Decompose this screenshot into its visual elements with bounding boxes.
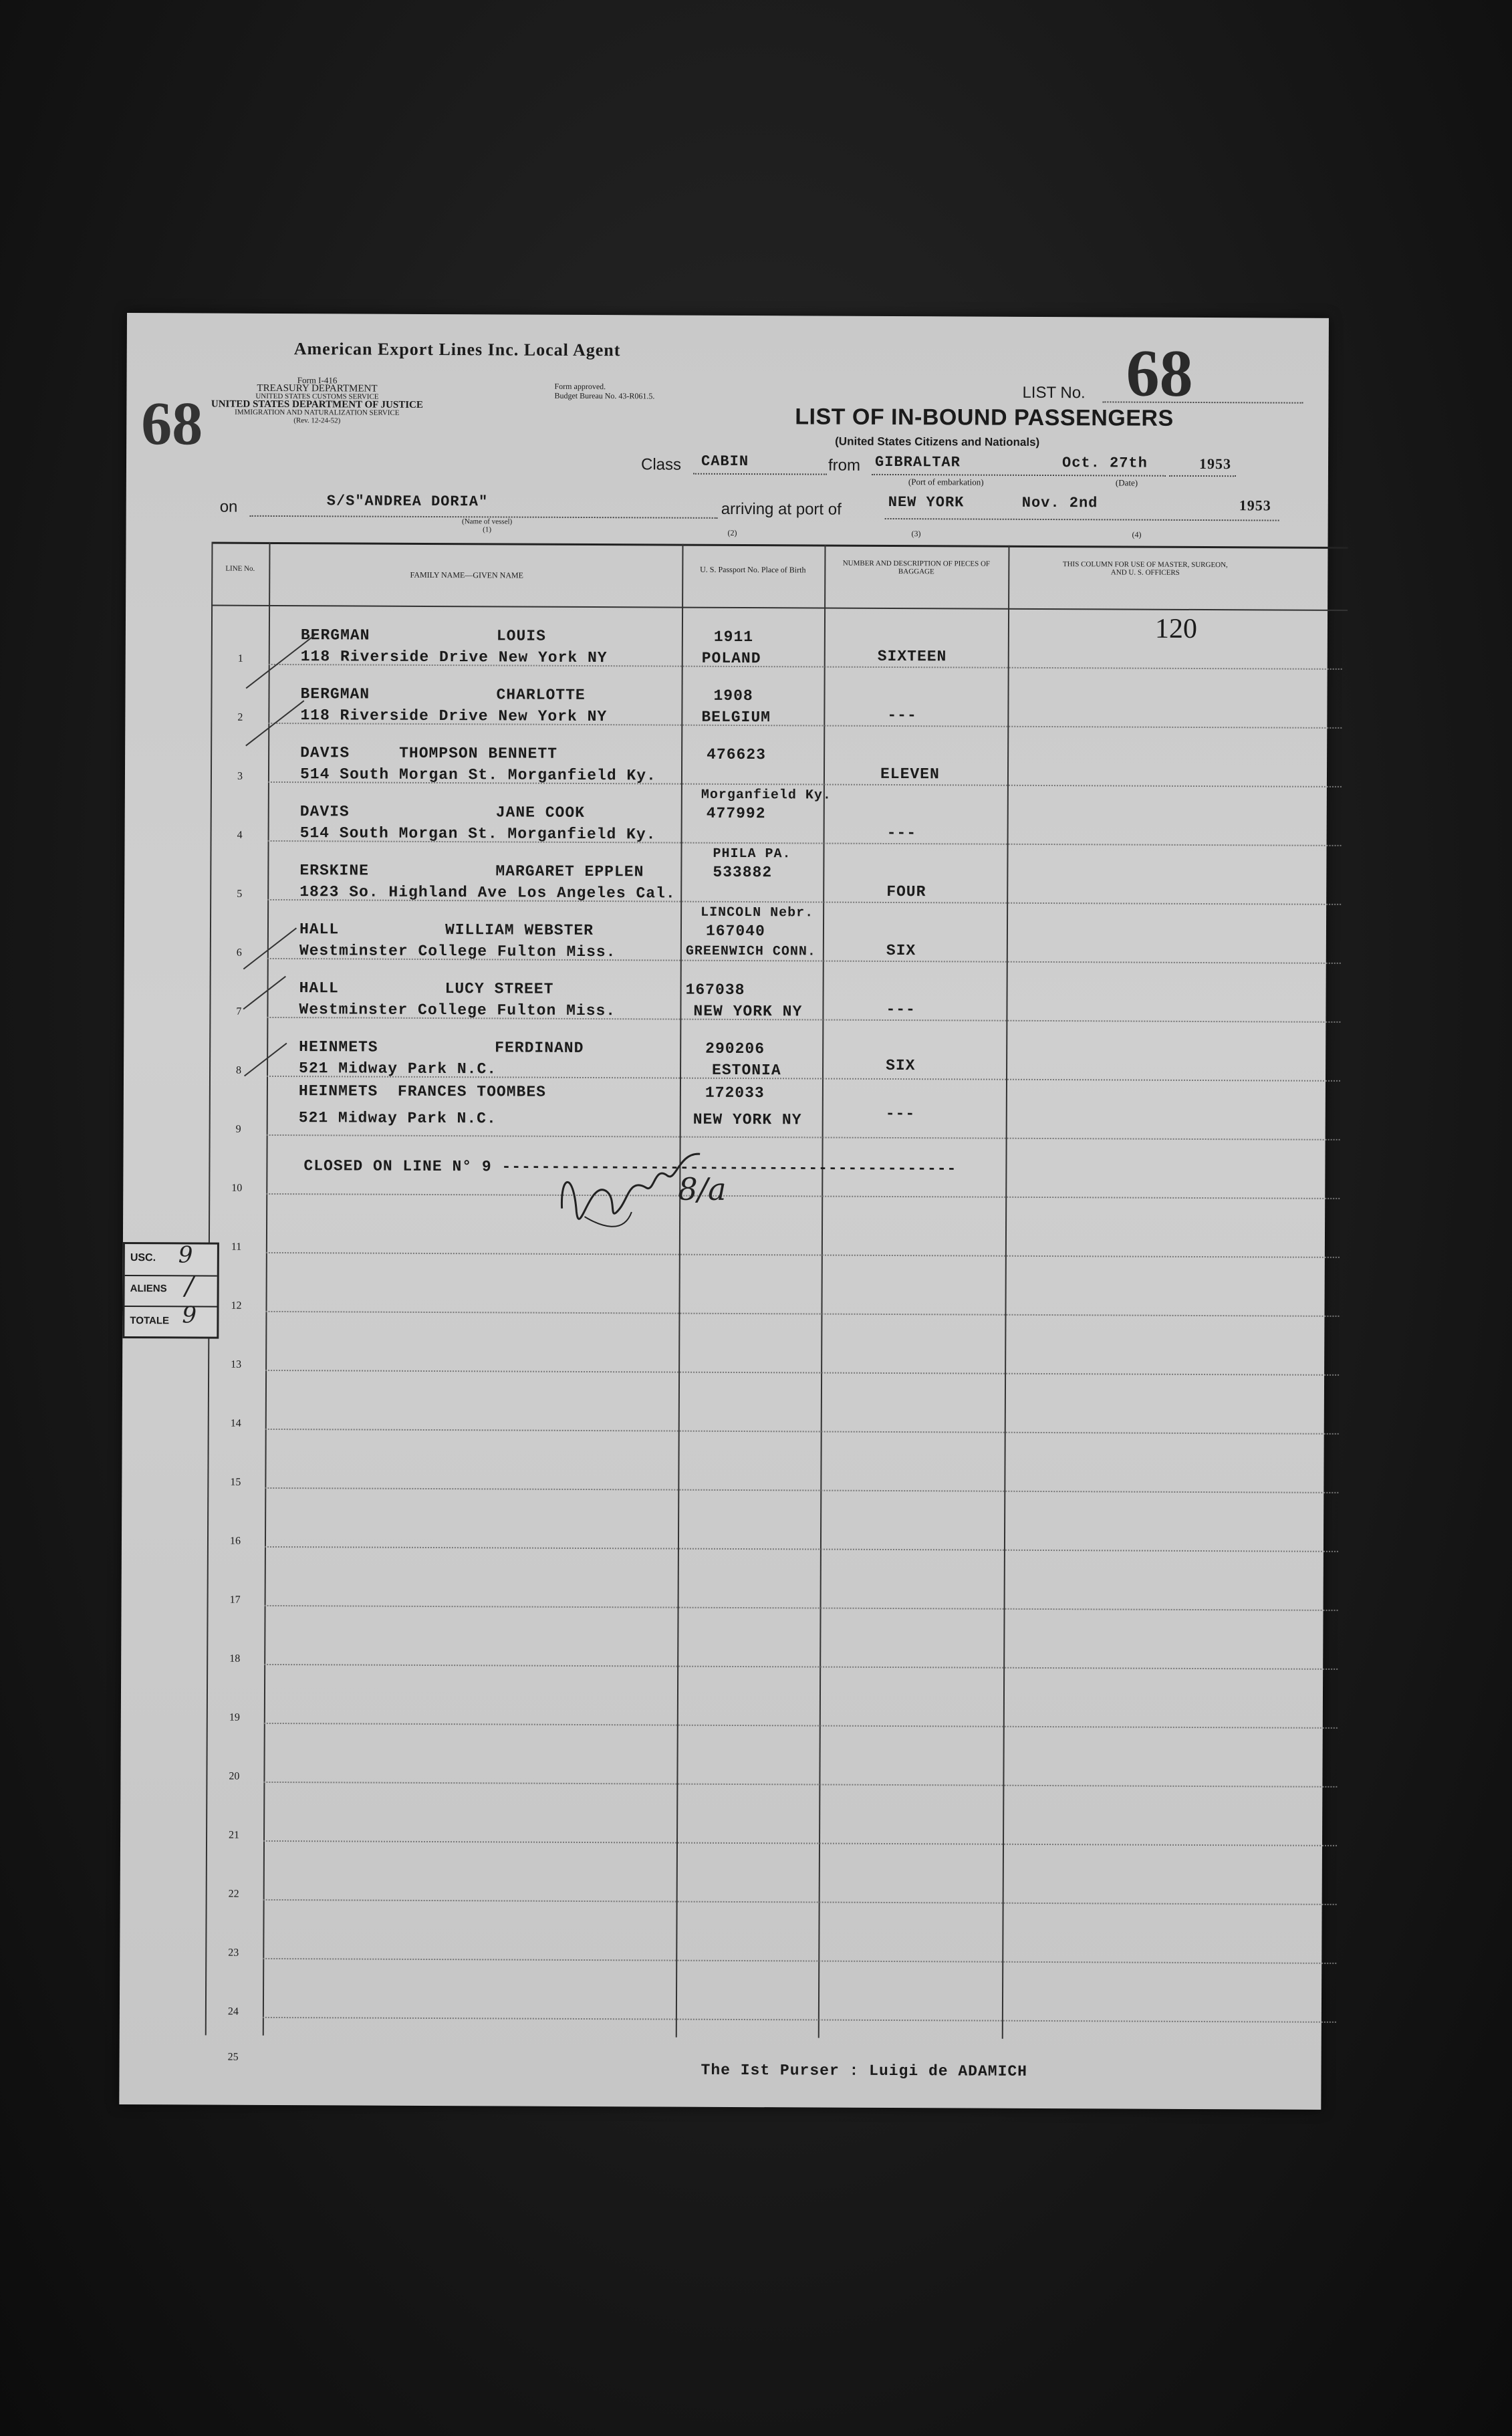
- row-rule: [266, 1193, 1340, 1200]
- line-number: 4: [237, 829, 243, 841]
- col-divider-baggage: [818, 545, 826, 2038]
- row-rule: [263, 1840, 1337, 1847]
- passenger-birthplace: PHILA PA.: [713, 846, 791, 862]
- line-number: 7: [236, 1005, 242, 1017]
- doc-subtitle: (United States Citizens and Nationals): [835, 435, 1040, 449]
- rev-label: (Rev. 12-24-52): [293, 416, 341, 425]
- row-rule: [265, 1546, 1338, 1553]
- from-value: GIBRALTAR: [874, 453, 961, 471]
- passenger-address: 514 South Morgan St. Morganfield Ky.: [299, 765, 656, 785]
- row-rule: [265, 1487, 1338, 1494]
- row-rule: [265, 1605, 1338, 1612]
- row-rule: [265, 1429, 1339, 1435]
- passenger-passport: 167038: [685, 981, 745, 999]
- date-line: [1169, 475, 1236, 477]
- row-rule: [263, 2017, 1336, 2024]
- passenger-passport: 533882: [713, 863, 773, 882]
- row-rule: [263, 1899, 1337, 1906]
- date-caption: (Date): [1115, 477, 1138, 488]
- passenger-baggage: SIXTEEN: [877, 647, 947, 666]
- justice-label: UNITED STATES DEPARTMENT OF JUSTICE: [211, 398, 423, 410]
- passenger-passport: 290206: [705, 1040, 765, 1058]
- usc-label: USC.: [130, 1252, 156, 1264]
- passenger-baggage: SIX: [886, 1056, 916, 1075]
- line-number: 2: [237, 711, 243, 723]
- passenger-given-name: LUCY STREET: [445, 980, 554, 998]
- col-header-line: LINE No.: [225, 564, 255, 573]
- passenger-baggage: ---: [885, 1104, 916, 1123]
- passenger-address: Westminster College Fulton Miss.: [299, 942, 616, 961]
- passenger-family-name: HALL: [299, 921, 340, 939]
- line-number: 12: [231, 1300, 242, 1312]
- line-number: 3: [237, 770, 243, 782]
- customs-label: UNITED STATES CUSTOMS SERVICE: [255, 392, 379, 401]
- line-number: 19: [229, 1711, 240, 1723]
- passenger-passport: 172033: [705, 1084, 765, 1102]
- port-embark-caption: (Port of embarkation): [908, 477, 984, 487]
- passenger-family-name: DAVIS: [300, 744, 350, 762]
- row-rule: [265, 1370, 1339, 1376]
- budget-bureau: Budget Bureau No. 43-R061.5.: [554, 390, 655, 401]
- line-number: 1: [237, 652, 243, 664]
- passenger-birthplace: POLAND: [701, 649, 761, 668]
- passenger-passport: 167040: [705, 922, 765, 941]
- line-number: 23: [228, 1947, 239, 1959]
- arrival-year: 1953: [1239, 497, 1271, 514]
- col-header-officers: THIS COLUMN FOR USE OF MASTER, SURGEON, AND U. S. OFFICERS: [1062, 560, 1228, 577]
- passenger-birthplace: NEW YORK NY: [693, 1002, 803, 1021]
- closed-on-line: CLOSED ON LINE N° 9 ----------------------------------------------: [303, 1157, 957, 1178]
- approval-block: [554, 382, 654, 401]
- total-value: 9: [182, 1302, 197, 1329]
- arriving-label: arriving at port of: [721, 499, 842, 519]
- usc-value: 9: [178, 1241, 193, 1269]
- line-number: 24: [227, 2005, 239, 2018]
- col-header-passport: U. S. Passport No. Place of Birth: [700, 564, 806, 575]
- date-value: Oct. 27th: [1061, 455, 1148, 472]
- passenger-family-name: HEINMETS: [298, 1082, 378, 1100]
- line-number: 11: [231, 1241, 242, 1253]
- passenger-passport: 1908: [713, 687, 753, 705]
- passenger-address: Westminster College Fulton Miss.: [299, 1001, 616, 1020]
- passenger-address: 118 Riverside Drive New York NY: [300, 707, 608, 726]
- row-rule: [263, 1782, 1337, 1788]
- passenger-baggage: SIX: [886, 941, 916, 960]
- passenger-passport: 1911: [713, 628, 754, 646]
- line-number: 18: [229, 1653, 241, 1665]
- list-no-value: 68: [1126, 336, 1193, 410]
- vessel-caption-text: (Name of vessel): [462, 517, 513, 526]
- passenger-baggage: ---: [886, 1000, 916, 1019]
- check-mark: [244, 1043, 287, 1077]
- doc-title: LIST OF IN-BOUND PASSENGERS: [795, 404, 1174, 431]
- date-year: 1953: [1199, 455, 1232, 473]
- table-top-rule: [211, 542, 1348, 549]
- passenger-address: 521 Midway Park N.C.: [298, 1109, 497, 1128]
- passenger-family-name: HEINMETS: [299, 1038, 378, 1056]
- passenger-family-name: DAVIS: [299, 803, 350, 821]
- col-header-name: FAMILY NAME—GIVEN NAME: [410, 570, 524, 580]
- passenger-given-name: JANE COOK: [495, 804, 586, 822]
- passenger-birthplace: LINCOLN Nebr.: [701, 904, 814, 921]
- passenger-given-name: LOUIS: [496, 627, 546, 645]
- stamp-divider: [125, 1275, 217, 1277]
- passenger-birthplace: Morganfield Ky.: [701, 787, 832, 804]
- form-id: Form I-416: [297, 375, 338, 386]
- officer-note: 120: [1154, 613, 1198, 644]
- passenger-baggage: ELEVEN: [880, 765, 940, 783]
- passenger-given-name: CHARLOTTE: [496, 686, 586, 704]
- purser-signature-line: The Ist Purser : Luigi de ADAMICH: [701, 2061, 1028, 2080]
- passenger-family-name: ERSKINE: [299, 862, 370, 880]
- passenger-address: 514 South Morgan St. Morganfield Ky.: [299, 824, 656, 844]
- line-number: 22: [228, 1888, 239, 1900]
- arrival-port: NEW YORK: [888, 493, 965, 511]
- line-number: 21: [229, 1829, 240, 1841]
- passenger-passport: 477992: [706, 804, 766, 823]
- line-number: 14: [230, 1417, 241, 1429]
- form-block: [207, 376, 427, 425]
- vessel-value: S/S"ANDREA DORIA": [326, 493, 489, 511]
- handwritten-note: 8/a: [678, 1171, 727, 1207]
- vessel-caption: [414, 517, 561, 534]
- on-label: on: [219, 497, 238, 516]
- aliens-value: /: [184, 1271, 194, 1301]
- passenger-family-name: BERGMAN: [300, 626, 370, 644]
- line-number: 17: [229, 1594, 241, 1606]
- line-number: 8: [236, 1064, 242, 1076]
- aliens-label: ALIENS: [130, 1283, 167, 1295]
- table-header-rule: [211, 605, 1348, 611]
- list-no-label: LIST No.: [1022, 383, 1086, 402]
- passenger-address: 1823 So. Highland Ave Los Angeles Cal.: [299, 883, 676, 902]
- line-number: 13: [231, 1358, 242, 1370]
- stamp-divider: [125, 1306, 217, 1308]
- caption-4: (4): [1132, 529, 1142, 539]
- vessel-caption-num: (1): [483, 525, 492, 534]
- line-number: 6: [236, 947, 242, 959]
- check-mark: [243, 928, 297, 970]
- passenger-birthplace: NEW YORK NY: [692, 1110, 802, 1129]
- treasury-label: TREASURY DEPARTMENT: [257, 382, 378, 394]
- row-rule: [266, 1252, 1340, 1259]
- row-rule: [264, 1664, 1338, 1671]
- arrival-line: [885, 518, 1279, 521]
- line-number: 10: [231, 1182, 243, 1194]
- arrival-date: Nov. 2nd: [1021, 494, 1098, 512]
- line-number: 25: [227, 2051, 239, 2063]
- agent-line: American Export Lines Inc. Local Agent: [293, 339, 621, 360]
- check-mark: [243, 976, 285, 1010]
- passenger-address: 118 Riverside Drive New York NY: [300, 648, 608, 667]
- passenger-given-name: FRANCES TOOMBES: [397, 1082, 547, 1101]
- passenger-birthplace: ESTONIA: [712, 1061, 781, 1080]
- col-divider-officers: [1002, 545, 1010, 2039]
- line-number: 9: [235, 1123, 241, 1135]
- line-number: 16: [229, 1535, 241, 1547]
- immigration-label: IMMIGRATION AND NATURALIZATION SERVICE: [235, 408, 400, 417]
- manifest-page: [119, 313, 1329, 2110]
- caption-2: (2): [727, 527, 737, 537]
- passenger-given-name: THOMPSON BENNETT: [399, 744, 558, 763]
- class-label: Class: [640, 455, 682, 474]
- line-number: 5: [237, 888, 243, 900]
- line-number: 15: [230, 1476, 241, 1488]
- col-divider-name: [263, 542, 271, 2036]
- passenger-address: 521 Midway Park N.C.: [299, 1060, 497, 1078]
- totals-stamp: [122, 1242, 219, 1339]
- passenger-passport: 476623: [707, 745, 767, 764]
- passenger-given-name: MARGARET EPPLEN: [495, 862, 644, 881]
- class-value: CABIN: [701, 453, 749, 471]
- total-label: TOTALE: [130, 1315, 170, 1327]
- corner-number: 68: [141, 389, 203, 458]
- row-rule: [263, 1958, 1336, 1965]
- passenger-family-name: HALL: [299, 979, 339, 997]
- passenger-family-name: BERGMAN: [300, 685, 370, 703]
- form-approved: Form approved.: [554, 381, 606, 392]
- passenger-given-name: FERDINAND: [495, 1039, 584, 1057]
- row-rule: [265, 1311, 1339, 1318]
- passenger-baggage: ---: [886, 824, 917, 842]
- from-label: from: [828, 456, 861, 475]
- passenger-birthplace: GREENWICH CONN.: [685, 943, 816, 960]
- passenger-baggage: FOUR: [886, 882, 926, 901]
- row-rule: [267, 1134, 1340, 1141]
- row-rule: [264, 1723, 1338, 1729]
- caption-3: (3): [911, 529, 921, 539]
- passenger-baggage: ---: [887, 706, 917, 725]
- col-divider-passport: [676, 544, 684, 2038]
- passenger-given-name: WILLIAM WEBSTER: [445, 921, 594, 940]
- class-line: [693, 473, 827, 475]
- passenger-birthplace: BELGIUM: [701, 708, 771, 727]
- col-header-baggage: NUMBER AND DESCRIPTION OF PIECES OF BAGGAGE: [842, 559, 991, 576]
- line-number: 20: [229, 1770, 240, 1782]
